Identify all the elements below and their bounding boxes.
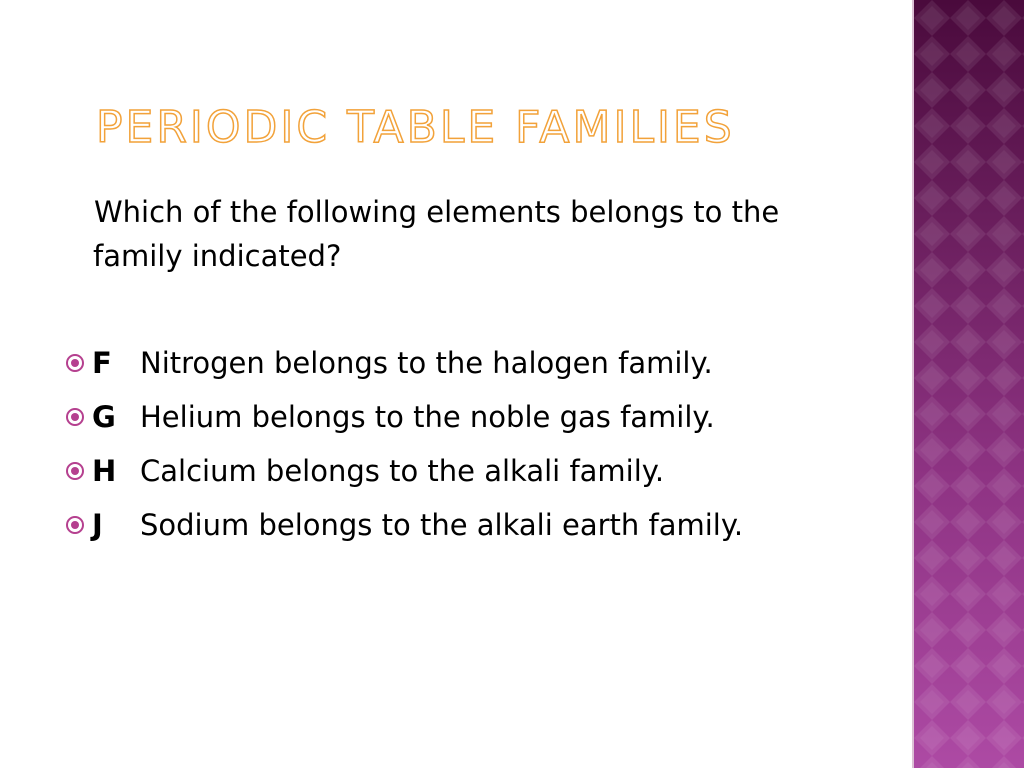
circled-dot-bullet-icon — [62, 512, 88, 538]
answer-text: Helium belongs to the noble gas family. — [140, 400, 715, 434]
circled-dot-bullet-icon — [62, 350, 88, 376]
circled-dot-bullet-icon — [62, 404, 88, 430]
answer-text: Nitrogen belongs to the halogen family. — [140, 346, 713, 380]
answer-text: Calcium belongs to the alkali family. — [140, 454, 665, 488]
question-text: Which of the following elements belongs to the family indicated? — [93, 195, 780, 273]
answer-option-h — [62, 444, 902, 498]
diamond-pattern — [914, 0, 1024, 768]
answer-options-list — [62, 336, 902, 552]
decorative-side-band — [912, 0, 1024, 768]
answer-letter: F — [92, 346, 112, 380]
slide-title: PERIODIC TABLE FAMILIES — [96, 102, 735, 153]
answer-letter: G — [92, 400, 116, 434]
answer-option-j — [62, 498, 902, 552]
answer-text: Sodium belongs to the alkali earth family. — [140, 508, 744, 542]
answer-option-f — [62, 336, 902, 390]
circled-dot-bullet-icon — [62, 458, 88, 484]
answer-letter: J — [92, 508, 103, 542]
answer-letter: H — [92, 454, 117, 488]
answer-option-g — [62, 390, 902, 444]
